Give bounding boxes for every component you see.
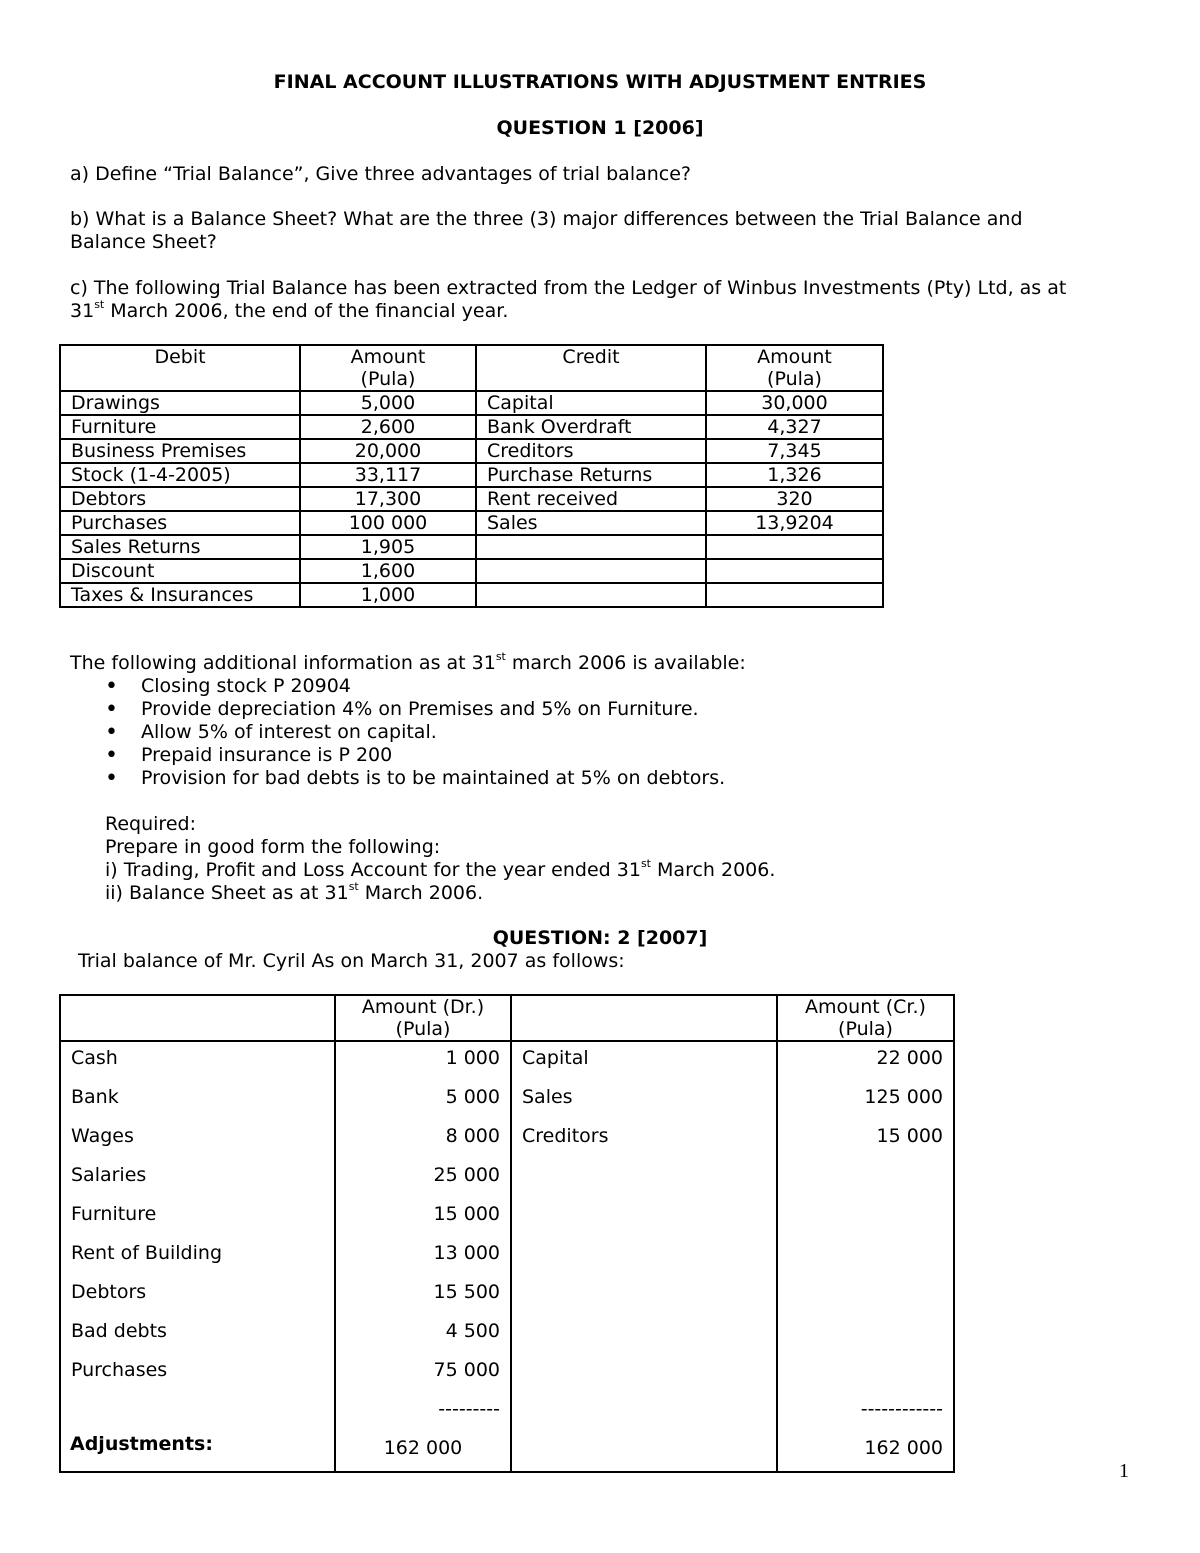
table-cell: Cash <box>60 1041 335 1081</box>
table-header-cell <box>511 995 777 1041</box>
table-cell: 7,345 <box>706 439 883 463</box>
requirement-ii: ii) Balance Sheet as at 31st March 2006. <box>105 879 484 904</box>
table-cell: 8 000 <box>335 1120 511 1159</box>
table-row <box>60 583 883 607</box>
table-cell: 1,905 <box>300 535 476 559</box>
table-row <box>60 559 883 583</box>
table-cell: Furniture <box>60 415 300 439</box>
table-row <box>60 1354 954 1393</box>
table-cell: Sales <box>511 1081 777 1120</box>
table-cell: ------------ <box>777 1393 954 1432</box>
question-1b-line2: Balance Sheet? <box>70 231 217 253</box>
table-cell: 30,000 <box>706 391 883 415</box>
table-cell: Business Premises <box>60 439 300 463</box>
table-cell <box>777 1159 954 1198</box>
table-cell: 20,000 <box>300 439 476 463</box>
table-cell: 4 500 <box>335 1315 511 1354</box>
table-cell: Taxes & Insurances <box>60 583 300 607</box>
table-cell: 162 000 <box>777 1432 954 1472</box>
question-1a: a) Define “Trial Balance”, Give three advantages of trial balance? <box>70 163 691 185</box>
table-cell: 13,9204 <box>706 511 883 535</box>
table-cell: 125 000 <box>777 1081 954 1120</box>
table-cell: 15 000 <box>777 1120 954 1159</box>
table-cell <box>511 1159 777 1198</box>
trial-balance-table-2007 <box>59 994 955 1473</box>
trial-balance-table-2006 <box>59 344 884 608</box>
question-1c-line1: c) The following Trial Balance has been extracted from the Ledger of Winbus Investments (Pty) Ltd, as at <box>70 277 1067 299</box>
table-row <box>60 1198 954 1237</box>
table-cell <box>777 1354 954 1393</box>
table-cell: Sales Returns <box>60 535 300 559</box>
table-cell <box>706 535 883 559</box>
table-header-row <box>60 995 954 1041</box>
table-cell: 1,600 <box>300 559 476 583</box>
table-cell <box>777 1198 954 1237</box>
list-item: • Allow 5% of interest on capital. <box>105 721 725 744</box>
table-cell <box>777 1237 954 1276</box>
table-row <box>60 1159 954 1198</box>
table-cell <box>476 535 706 559</box>
additional-info-intro: The following additional information as at 31st march 2006 is available: <box>70 649 746 674</box>
table-cell: 100 000 <box>300 511 476 535</box>
table-cell: Drawings <box>60 391 300 415</box>
question-1c-line2: 31st March 2006, the end of the financial year. <box>70 297 509 322</box>
table-cell: Discount <box>60 559 300 583</box>
table-row <box>60 1315 954 1354</box>
table-header-cell <box>60 995 335 1041</box>
table-row <box>60 1081 954 1120</box>
prepare-instruction: Prepare in good form the following: <box>105 836 441 858</box>
table-cell <box>511 1432 777 1472</box>
table-cell: Wages <box>60 1120 335 1159</box>
table-row <box>60 487 883 511</box>
list-item: • Prepaid insurance is P 200 <box>105 744 725 767</box>
table-cell <box>706 583 883 607</box>
table-row <box>60 511 883 535</box>
question-2-heading: QUESTION: 2 [2007] <box>492 927 708 949</box>
table-cell: 1 000 <box>335 1041 511 1081</box>
table-cell: Purchases <box>60 1354 335 1393</box>
list-item: • Provide depreciation 4% on Premises and 5% on Furniture. <box>105 698 725 721</box>
requirement-i: i) Trading, Profit and Loss Account for the year ended 31st March 2006. <box>105 856 776 881</box>
table-cell: Stock (1-4-2005) <box>60 463 300 487</box>
table-cell: 25 000 <box>335 1159 511 1198</box>
question-2-intro: Trial balance of Mr. Cyril As on March 31, 2007 as follows: <box>78 950 625 972</box>
table-header-cell: Debit <box>60 345 300 391</box>
table-row <box>60 439 883 463</box>
table-cell: 17,300 <box>300 487 476 511</box>
table-row <box>60 1276 954 1315</box>
table-cell <box>60 1393 335 1432</box>
table-cell <box>511 1276 777 1315</box>
question-1-heading: QUESTION 1 [2006] <box>496 117 704 139</box>
table-cell <box>511 1198 777 1237</box>
table-cell: 13 000 <box>335 1237 511 1276</box>
table-header-cell: Amount (Cr.) (Pula) <box>777 995 954 1041</box>
table-cell: Rent received <box>476 487 706 511</box>
table-cell <box>511 1393 777 1432</box>
table-cell: Salaries <box>60 1159 335 1198</box>
table-cell: Furniture <box>60 1198 335 1237</box>
table-cell <box>511 1354 777 1393</box>
table-header-row <box>60 345 883 391</box>
table-cell: Sales <box>476 511 706 535</box>
document-title: FINAL ACCOUNT ILLUSTRATIONS WITH ADJUSTMENT ENTRIES <box>273 71 927 93</box>
table-row <box>60 463 883 487</box>
table-cell: --------- <box>335 1393 511 1432</box>
question-1b-line1: b) What is a Balance Sheet? What are the three (3) major differences between the Trial Balance and <box>70 208 1023 230</box>
table-cell: 33,117 <box>300 463 476 487</box>
table-cell: Bad debts <box>60 1315 335 1354</box>
table-cell: Creditors <box>511 1120 777 1159</box>
table-cell: Purchases <box>60 511 300 535</box>
table-header-cell: Credit <box>476 345 706 391</box>
table-row <box>60 535 883 559</box>
page-number: 1 <box>1119 1460 1129 1482</box>
table-row <box>60 1120 954 1159</box>
table-cell <box>777 1315 954 1354</box>
table-header-cell: Amount (Pula) <box>300 345 476 391</box>
table-header-cell: Amount (Dr.) (Pula) <box>335 995 511 1041</box>
table-cell: Debtors <box>60 1276 335 1315</box>
table-cell: Purchase Returns <box>476 463 706 487</box>
table-cell <box>476 559 706 583</box>
table-header-cell: Amount (Pula) <box>706 345 883 391</box>
table-cell: 5,000 <box>300 391 476 415</box>
adjustments-heading: Adjustments: <box>70 1433 213 1455</box>
table-cell: Bank <box>60 1081 335 1120</box>
table-cell: Bank Overdraft <box>476 415 706 439</box>
list-item: • Provision for bad debts is to be maintained at 5% on debtors. <box>105 767 725 790</box>
table-cell: 4,327 <box>706 415 883 439</box>
table-cell: Debtors <box>60 487 300 511</box>
required-label: Required: <box>105 813 196 835</box>
table-row <box>60 1237 954 1276</box>
table-cell: Capital <box>476 391 706 415</box>
table-cell: 162 000 <box>335 1432 511 1472</box>
table-cell <box>777 1276 954 1315</box>
table-row <box>60 415 883 439</box>
table-cell: Capital <box>511 1041 777 1081</box>
table-row <box>60 1041 954 1081</box>
table-cell: 1,000 <box>300 583 476 607</box>
table-cell: 75 000 <box>335 1354 511 1393</box>
table-cell <box>511 1237 777 1276</box>
table-separator-row <box>60 1393 954 1432</box>
table-cell: 15 500 <box>335 1276 511 1315</box>
table-cell: Rent of Building <box>60 1237 335 1276</box>
table-cell: 5 000 <box>335 1081 511 1120</box>
table-cell: 15 000 <box>335 1198 511 1237</box>
table-cell: 22 000 <box>777 1041 954 1081</box>
list-item: • Closing stock P 20904 <box>105 675 725 698</box>
table-cell <box>706 559 883 583</box>
table-cell <box>511 1315 777 1354</box>
table-cell: 2,600 <box>300 415 476 439</box>
table-cell: 320 <box>706 487 883 511</box>
additional-info-list <box>105 675 725 790</box>
table-cell: Creditors <box>476 439 706 463</box>
table-cell: 1,326 <box>706 463 883 487</box>
table-cell <box>476 583 706 607</box>
table-row <box>60 391 883 415</box>
